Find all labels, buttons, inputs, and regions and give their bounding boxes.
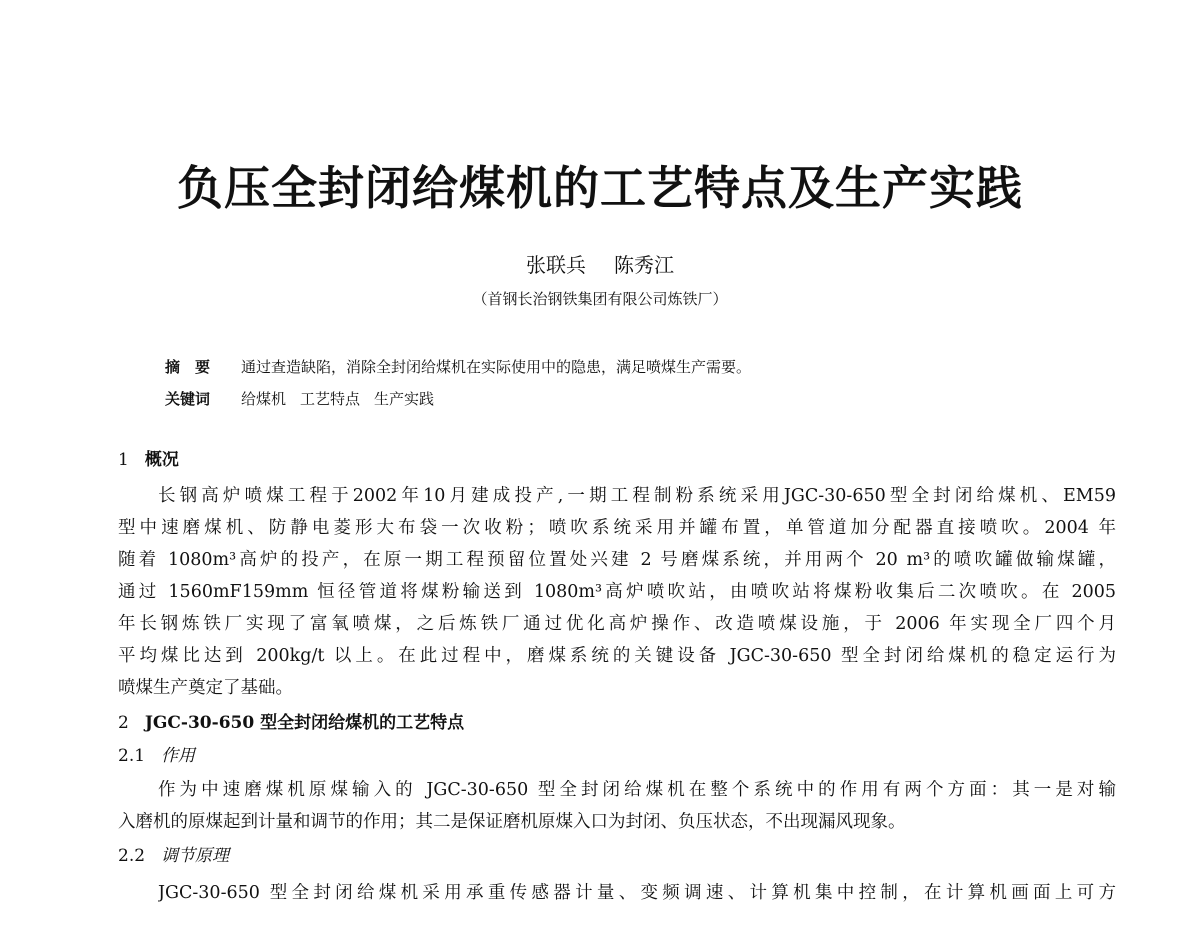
author-affiliation: （首钢长治钢铁集团有限公司炼铁厂） (472, 290, 728, 308)
section-number: 1 (118, 450, 129, 470)
subsection-heading (118, 743, 195, 769)
paragraph-line: JGC-30-650 型全封闭给煤机采用承重传感器计量、变频调速、计算机集中控制，在计算机画面上可方 (158, 883, 1116, 903)
keywords-label: 关键词 (165, 390, 211, 408)
paragraph-line: 入磨机的原煤起到计量和调节的作用；其二是保证磨机原煤入口为封闭、负压状态，不出现漏风现象。 (118, 812, 906, 832)
paper-title: 负压全封闭给煤机的工艺特点及生产实践 (177, 161, 1023, 215)
subsection-heading (118, 843, 229, 869)
section-heading (118, 447, 179, 473)
author-name: 张联兵 (526, 253, 586, 277)
abstract-label: 摘 要 (165, 358, 211, 376)
keywords (165, 388, 448, 410)
paragraph-line: 平均煤比达到 200kg/t 以上。在此过程中，磨煤系统的关键设备 JGC-30-650 型全封闭给煤机的稳定运行为 (118, 646, 1116, 666)
section-title: JGC-30-650 型全封闭给煤机的工艺特点 (144, 713, 465, 733)
paragraph-line: 型中速磨煤机、防静电菱形大布袋一次收粉；喷吹系统采用并罐布置，单管道加分配器直接喷吹。2004 年 (118, 518, 1116, 538)
section-number: 2 (118, 713, 129, 733)
paragraph-line: 喷煤生产奠定了基础。 (118, 678, 293, 698)
abstract (165, 356, 751, 378)
section-heading (118, 710, 464, 736)
abstract-text: 通过查造缺陷，消除全封闭给煤机在实际使用中的隐患，满足喷煤生产需要。 (241, 358, 752, 376)
author-name: 陈秀江 (614, 253, 674, 277)
paragraph-line: 长钢高炉喷煤工程于2002年10月建成投产,一期工程制粉系统采用JGC-30-650型全封闭给煤机、EM59 (158, 486, 1116, 506)
paragraph-line: 通过 1560mF159mm 恒径管道将煤粉输送到 1080m³高炉喷吹站，由喷吹站将煤粉收集后二次喷吹。在 2005 (118, 582, 1116, 602)
subsection-title: 作用 (161, 746, 196, 766)
keyword: 工艺特点 (300, 390, 361, 408)
keyword: 给煤机 (241, 390, 287, 408)
subsection-number: 2.1 (118, 746, 146, 766)
subsection-number: 2.2 (118, 846, 146, 866)
keyword: 生产实践 (374, 390, 435, 408)
section-title: 概况 (144, 450, 179, 470)
subsection-title: 调节原理 (161, 846, 230, 866)
paragraph-line: 年长钢炼铁厂实现了富氧喷煤，之后炼铁厂通过优化高炉操作、改造喷煤设施，于 2006 年实现全厂四个月 (118, 614, 1116, 634)
paragraph-line: 随着 1080m³高炉的投产，在原一期工程预留位置处兴建 2 号磨煤系统，并用两个 20 m³的喷吹罐做输煤罐， (118, 550, 1116, 570)
author-list (0, 252, 1200, 278)
paragraph-line: 作为中速磨煤机原煤输入的 JGC-30-650 型全封闭给煤机在整个系统中的作用有两个方面：其一是对输 (158, 780, 1116, 800)
